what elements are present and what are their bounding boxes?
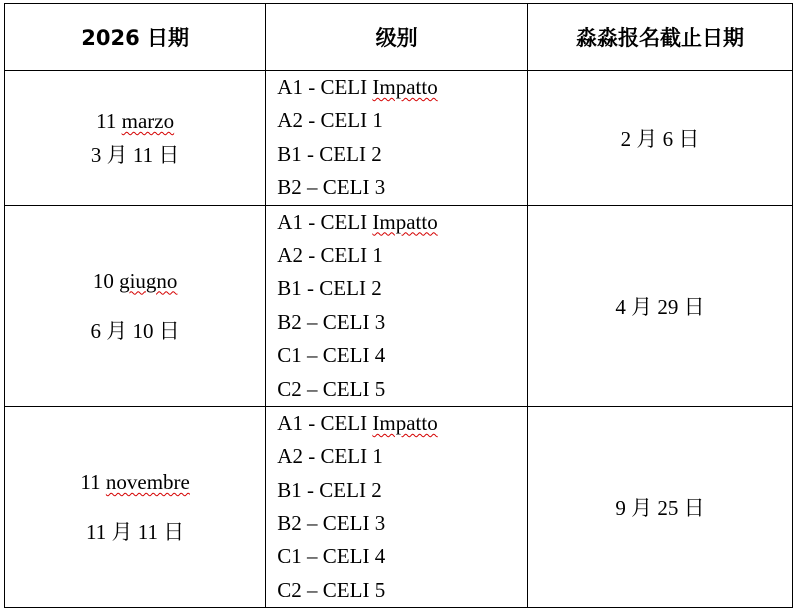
exam-date-cell bbox=[5, 71, 266, 206]
exam-date-chinese: 3 月 11 日 bbox=[90, 142, 180, 167]
table-row bbox=[5, 71, 793, 206]
level-item: A2 - CELI 1 bbox=[277, 108, 383, 133]
table-row bbox=[5, 406, 793, 607]
exam-date-month: novembre bbox=[105, 470, 190, 495]
header-row bbox=[5, 4, 793, 71]
level-item bbox=[266, 407, 527, 440]
level-item bbox=[266, 206, 527, 239]
level-list bbox=[266, 407, 527, 607]
level-item: C2 – CELI 5 bbox=[277, 376, 386, 401]
table-row bbox=[5, 205, 793, 406]
level-item: A2 - CELI 1 bbox=[277, 444, 383, 469]
exam-date-day: 10 bbox=[92, 268, 114, 293]
level-item: B2 – CELI 3 bbox=[277, 175, 386, 200]
levels-cell bbox=[266, 406, 528, 607]
deadline-cell: 4 月 29 日 bbox=[527, 205, 792, 406]
exam-date-italian bbox=[5, 467, 265, 497]
level-item: C2 – CELI 5 bbox=[277, 577, 386, 602]
exam-date-chinese: 11 月 11 日 bbox=[86, 520, 185, 545]
level-item-text: A1 - CELI bbox=[277, 75, 373, 99]
level-item: B1 - CELI 2 bbox=[277, 276, 382, 301]
level-item-text: Impatto bbox=[372, 75, 438, 99]
header-deadline: 淼淼报名截止日期 bbox=[527, 4, 792, 71]
exam-date-cell bbox=[5, 406, 266, 607]
level-item: B2 – CELI 3 bbox=[277, 511, 386, 536]
header-date: 2026 日期 bbox=[5, 4, 266, 71]
deadline-cell: 9 月 25 日 bbox=[527, 406, 792, 607]
exam-date-chinese: 6 月 10 日 bbox=[90, 318, 180, 343]
levels-cell bbox=[266, 71, 528, 206]
level-item-text: A1 - CELI bbox=[277, 410, 373, 435]
level-list bbox=[266, 71, 527, 205]
deadline-cell: 2 月 6 日 bbox=[527, 71, 792, 206]
exam-date-month: marzo bbox=[121, 108, 175, 133]
level-item: B1 - CELI 2 bbox=[277, 141, 382, 166]
level-item-text: Impatto bbox=[372, 209, 438, 234]
level-item: C1 – CELI 4 bbox=[277, 343, 386, 368]
exam-schedule-table bbox=[4, 3, 793, 608]
level-item: C1 – CELI 4 bbox=[277, 544, 386, 569]
level-item-text: Impatto bbox=[372, 410, 438, 435]
level-item: B2 – CELI 3 bbox=[277, 309, 386, 334]
levels-cell bbox=[266, 205, 528, 406]
exam-date-italian bbox=[5, 266, 265, 296]
level-item: A2 - CELI 1 bbox=[277, 242, 383, 267]
exam-date-day: 11 bbox=[96, 108, 117, 133]
exam-date-cell bbox=[5, 205, 266, 406]
exam-date-day: 11 bbox=[80, 470, 101, 495]
exam-date-month: giugno bbox=[119, 268, 178, 293]
level-item: B1 - CELI 2 bbox=[277, 477, 382, 502]
level-item-text: A1 - CELI bbox=[277, 209, 373, 234]
header-level: 级别 bbox=[266, 4, 528, 71]
exam-date-italian bbox=[5, 106, 265, 136]
level-item bbox=[266, 71, 527, 104]
level-list bbox=[266, 206, 527, 406]
